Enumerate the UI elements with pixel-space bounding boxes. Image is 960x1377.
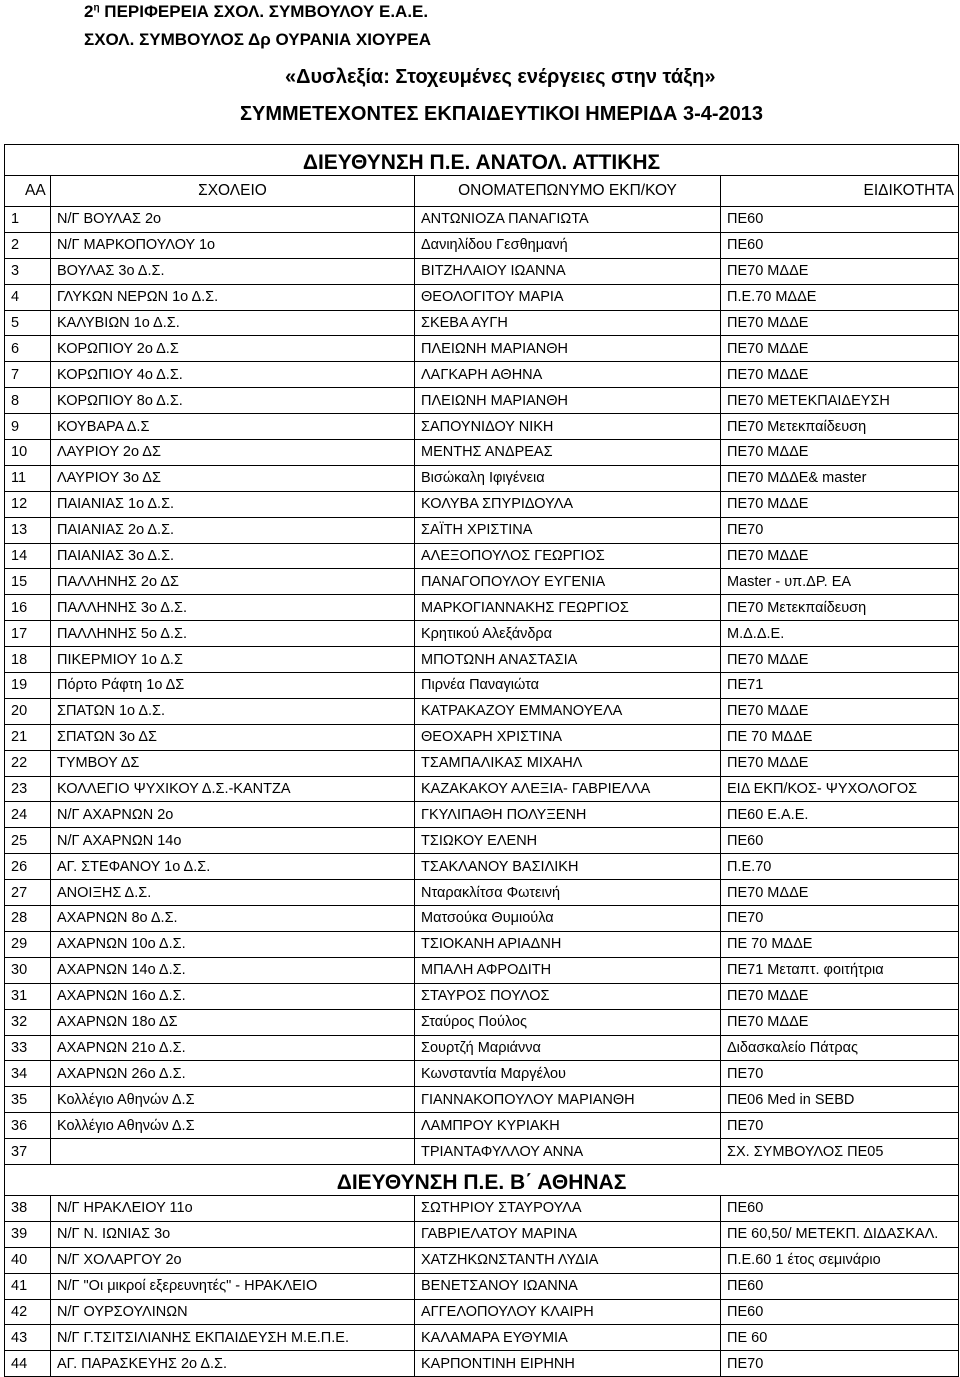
school-cell: ΠΑΛΛΗΝΗΣ 2ο ΔΣ — [51, 569, 415, 595]
specialty-cell: ΠΕ 70 ΜΔΔΕ — [721, 931, 959, 957]
table-row — [5, 1195, 959, 1221]
specialty-cell: ΠΕ60 — [721, 207, 959, 233]
row-number: 39 — [5, 1221, 51, 1247]
teacher-name-cell: Βισώκαλη Ιφιγένεια — [415, 465, 721, 491]
specialty-cell: ΠΕ70 — [721, 1351, 959, 1377]
table-row — [5, 440, 959, 466]
specialty-cell: ΠΕ 60,50/ ΜΕΤΕΚΠ. ΔΙΔΑΣΚΑΛ. — [721, 1221, 959, 1247]
specialty-cell: ΠΕ70 ΜΔΔΕ — [721, 1009, 959, 1035]
teacher-name-cell: ΚΑΛΑΜΑΡΑ ΕΥΘΥΜΙΑ — [415, 1325, 721, 1351]
table-row — [5, 517, 959, 543]
row-number: 41 — [5, 1273, 51, 1299]
school-cell: ΠΑΛΛΗΝΗΣ 5ο Δ.Σ. — [51, 621, 415, 647]
school-cell: ΑΧΑΡΝΩΝ 18ο ΔΣ — [51, 1009, 415, 1035]
specialty-cell: ΠΕ70 ΜΕΤΕΚΠΑΙΔΕΥΣΗ — [721, 388, 959, 414]
specialty-cell: Διδασκαλείο Πάτρας — [721, 1035, 959, 1061]
specialty-cell: Π.Ε.70 — [721, 854, 959, 880]
school-cell: ΑΧΑΡΝΩΝ 14ο Δ.Σ. — [51, 957, 415, 983]
teacher-name-cell: Ματσούκα Θυμιούλα — [415, 906, 721, 932]
school-cell: Ν/Γ ΧΟΛΑΡΓΟΥ 2ο — [51, 1247, 415, 1273]
specialty-cell: ΠΕ71 — [721, 673, 959, 699]
row-number: 3 — [5, 258, 51, 284]
teacher-name-cell: Σταύρος Πούλος — [415, 1009, 721, 1035]
school-cell: Ν/Γ ΑΧΑΡΝΩΝ 2ο — [51, 802, 415, 828]
school-cell: Ν/Γ "Οι μικροί εξερευνητές" - ΗΡΑΚΛΕΙΟ — [51, 1273, 415, 1299]
col-name-header: ΟΝΟΜΑΤΕΠΩΝΥΜΟ ΕΚΠ/ΚΟΥ — [415, 176, 721, 207]
school-cell: ΣΠΑΤΩΝ 3ο ΔΣ — [51, 724, 415, 750]
teacher-name-cell: ΠΑΝΑΓΟΠΟΥΛΟΥ ΕΥΓΕΝΙΑ — [415, 569, 721, 595]
school-cell: ΤΥΜΒΟΥ ΔΣ — [51, 750, 415, 776]
school-cell: ΚΟΡΩΠΙΟΥ 8ο Δ.Σ. — [51, 388, 415, 414]
region-line: $2^\eta$ ΠΕΡΙΦΕΡΕΙΑ ΣΧΟΛ. ΣΥΜΒΟΥΛΟΥ Ε.Α.Ε. — [84, 2, 429, 21]
row-number: 7 — [5, 362, 51, 388]
row-number: 4 — [5, 284, 51, 310]
school-cell: ΚΟΡΩΠΙΟΥ 2ο Δ.Σ — [51, 336, 415, 362]
school-cell: ΑΓ. ΣΤΕΦΑΝΟΥ 1ο Δ.Σ. — [51, 854, 415, 880]
table-row — [5, 776, 959, 802]
row-number: 21 — [5, 724, 51, 750]
specialty-cell: ΕΙΔ ΕΚΠ/ΚΟΣ- ΨΥΧΟΛΟΓΟΣ — [721, 776, 959, 802]
specialty-cell: ΠΕ70 ΜΔΔΕ — [721, 750, 959, 776]
school-cell: Ν/Γ ΒΟΥΛΑΣ 2ο — [51, 207, 415, 233]
teacher-name-cell: ΣΤΑΥΡΟΣ ΠΟΥΛΟΣ — [415, 983, 721, 1009]
table-row — [5, 543, 959, 569]
specialty-cell: ΠΕ70 ΜΔΔΕ — [721, 647, 959, 673]
school-cell: Πόρτο Ράφτη 1ο ΔΣ — [51, 673, 415, 699]
school-cell: ΛΑΥΡΙΟΥ 3ο ΔΣ — [51, 465, 415, 491]
teacher-name-cell: ΤΣΙΩΚΟΥ ΕΛΕΝΗ — [415, 828, 721, 854]
school-cell: ΒΟΥΛΑΣ 3ο Δ.Σ. — [51, 258, 415, 284]
school-cell: ΚΟΡΩΠΙΟΥ 4ο Δ.Σ. — [51, 362, 415, 388]
table-row — [5, 310, 959, 336]
specialty-cell: ΠΕ70 ΜΔΔΕ — [721, 258, 959, 284]
specialty-cell: ΠΕ70 ΜΔΔΕ& master — [721, 465, 959, 491]
school-cell: Ν/Γ Ν. ΙΩΝΙΑΣ 3ο — [51, 1221, 415, 1247]
section-title: ΔΙΕΥΘΥΝΣΗ Π.Ε. ΑΝΑΤΟΛ. ΑΤΤΙΚΗΣ — [5, 145, 959, 176]
teacher-name-cell: ΑΓΓΕΛΟΠΟΥΛΟΥ ΚΛΑΙΡΗ — [415, 1299, 721, 1325]
row-number: 18 — [5, 647, 51, 673]
specialty-cell: ΠΕ70 — [721, 517, 959, 543]
row-number: 31 — [5, 983, 51, 1009]
table-row — [5, 1009, 959, 1035]
table-row — [5, 1035, 959, 1061]
teacher-name-cell: Κρητικού Αλεξάνδρα — [415, 621, 721, 647]
specialty-cell: ΠΕ70 — [721, 1113, 959, 1139]
table-row — [5, 931, 959, 957]
teacher-name-cell: ΤΣΙΟΚΑΝΗ ΑΡΙΑΔΝΗ — [415, 931, 721, 957]
school-cell: Ν/Γ Γ.ΤΣΙΤΣΙΛΙΑΝΗΣ ΕΚΠΑΙΔΕΥΣΗ Μ.Ε.Π.Ε. — [51, 1325, 415, 1351]
table-row — [5, 207, 959, 233]
school-cell: ΑΧΑΡΝΩΝ 26ο Δ.Σ. — [51, 1061, 415, 1087]
column-header-row — [5, 176, 959, 207]
table-row — [5, 673, 959, 699]
teacher-name-cell: ΓΙΑΝΝΑΚΟΠΟΥΛΟΥ ΜΑΡΙΑΝΘΗ — [415, 1087, 721, 1113]
school-cell: ΑΧΑΡΝΩΝ 8ο Δ.Σ. — [51, 906, 415, 932]
table-row — [5, 621, 959, 647]
row-number: 1 — [5, 207, 51, 233]
row-number: 23 — [5, 776, 51, 802]
row-number: 35 — [5, 1087, 51, 1113]
teacher-name-cell: ΓΚΥΛΙΠΑΘΗ ΠΟΛΥΞΕΝΗ — [415, 802, 721, 828]
teacher-name-cell: ΣΚΕΒΑ ΑΥΓΗ — [415, 310, 721, 336]
table-row — [5, 647, 959, 673]
row-number: 2 — [5, 232, 51, 258]
teacher-name-cell: Δανιηλίδου Γεσθημανή — [415, 232, 721, 258]
row-number: 33 — [5, 1035, 51, 1061]
row-number: 9 — [5, 414, 51, 440]
table-row — [5, 414, 959, 440]
teacher-name-cell: ΑΝΤΩΝΙΟΖΑ ΠΑΝΑΓΙΩΤΑ — [415, 207, 721, 233]
row-number: 6 — [5, 336, 51, 362]
row-number: 38 — [5, 1195, 51, 1221]
row-number: 32 — [5, 1009, 51, 1035]
table-row — [5, 828, 959, 854]
teacher-name-cell: Νταρακλίτσα Φωτεινή — [415, 880, 721, 906]
teacher-name-cell: ΤΣΑΜΠΑΛΙΚΑΣ ΜΙΧΑΗΛ — [415, 750, 721, 776]
teacher-name-cell: ΠΛΕΙΩΝΗ ΜΑΡΙΑΝΘΗ — [415, 388, 721, 414]
event-subtitle: «Δυσλεξία: Στοχευμένες ενέργειες στην τάξη» — [285, 66, 716, 88]
col-specialty-header: ΕΙΔΙΚΟΤΗΤΑ — [721, 176, 959, 207]
table-row — [5, 336, 959, 362]
specialty-cell: ΠΕ70 ΜΔΔΕ — [721, 880, 959, 906]
teacher-name-cell: ΜΕΝΤΗΣ ΑΝΔΡΕΑΣ — [415, 440, 721, 466]
section-header-b-athens — [5, 1164, 959, 1195]
school-cell: ΠΑΙΑΝΙΑΣ 2ο Δ.Σ. — [51, 517, 415, 543]
table-row — [5, 1273, 959, 1299]
row-number: 20 — [5, 698, 51, 724]
col-no-header: ΑΑ — [5, 176, 51, 207]
specialty-cell: ΠΕ 60 — [721, 1325, 959, 1351]
teacher-name-cell: ΣΑΪΤΗ ΧΡΙΣΤΙΝΑ — [415, 517, 721, 543]
specialty-cell: ΠΕ60 — [721, 232, 959, 258]
specialty-cell: ΠΕ70 ΜΔΔΕ — [721, 310, 959, 336]
school-cell: Ν/Γ ΑΧΑΡΝΩΝ 14ο — [51, 828, 415, 854]
teacher-name-cell: ΣΑΠΟΥΝΙΔΟΥ ΝΙΚΗ — [415, 414, 721, 440]
teacher-name-cell: ΤΡΙΑΝΤΑΦΥΛΛΟΥ ΑΝΝΑ — [415, 1139, 721, 1165]
table-row — [5, 750, 959, 776]
teacher-name-cell: ΛΑΓΚΑΡΗ ΑΘΗΝΑ — [415, 362, 721, 388]
advisor-line: ΣΧΟΛ. ΣΥΜΒΟΥΛΟΣ Δρ ΟΥΡΑΝΙΑ ΧΙΟΥΡΕΑ — [84, 30, 432, 49]
school-cell — [51, 1139, 415, 1165]
specialty-cell: ΠΕ71 Μεταπτ. φοιτήτρια — [721, 957, 959, 983]
teacher-name-cell: ΠΛΕΙΩΝΗ ΜΑΡΙΑΝΘΗ — [415, 336, 721, 362]
table-row — [5, 1351, 959, 1377]
teacher-name-cell: ΜΠΟΤΩΝΗ ΑΝΑΣΤΑΣΙΑ — [415, 647, 721, 673]
row-number: 14 — [5, 543, 51, 569]
row-number: 44 — [5, 1351, 51, 1377]
teacher-name-cell: ΤΣΑΚΛΑΝΟΥ ΒΑΣΙΛΙΚΗ — [415, 854, 721, 880]
teacher-name-cell: ΜΑΡΚΟΓΙΑΝΝΑΚΗΣ ΓΕΩΡΓΙΟΣ — [415, 595, 721, 621]
table-row — [5, 1221, 959, 1247]
table-row — [5, 1087, 959, 1113]
table-row — [5, 232, 959, 258]
row-number: 12 — [5, 491, 51, 517]
teacher-name-cell: ΜΠΑΛΗ ΑΦΡΟΔΙΤΗ — [415, 957, 721, 983]
table-row — [5, 465, 959, 491]
table-row — [5, 1113, 959, 1139]
section-header-east — [5, 145, 959, 176]
row-number: 19 — [5, 673, 51, 699]
table-row — [5, 854, 959, 880]
table-row — [5, 1299, 959, 1325]
school-cell: ΠΙΚΕΡΜΙΟΥ 1ο Δ.Σ — [51, 647, 415, 673]
table-row — [5, 957, 959, 983]
table-row — [5, 1139, 959, 1165]
row-number: 5 — [5, 310, 51, 336]
row-number: 24 — [5, 802, 51, 828]
row-number: 25 — [5, 828, 51, 854]
school-cell: ΚΑΛΥΒΙΩΝ 1ο Δ.Σ. — [51, 310, 415, 336]
row-number: 40 — [5, 1247, 51, 1273]
specialty-cell: Μ.Δ.Δ.Ε. — [721, 621, 959, 647]
teacher-name-cell: ΧΑΤΖΗΚΩΝΣΤΑΝΤΗ ΛΥΔΙΑ — [415, 1247, 721, 1273]
school-cell: Κολλέγιο Αθηνών Δ.Σ — [51, 1113, 415, 1139]
table-row — [5, 906, 959, 932]
teacher-name-cell: ΚΑΡΠΟΝΤΙΝΗ ΕΙΡΗΝΗ — [415, 1351, 721, 1377]
row-number: 42 — [5, 1299, 51, 1325]
specialty-cell: ΠΕ70 ΜΔΔΕ — [721, 362, 959, 388]
specialty-cell: ΠΕ 70 ΜΔΔΕ — [721, 724, 959, 750]
specialty-cell: ΠΕ60 — [721, 1273, 959, 1299]
teacher-name-cell: ΓΑΒΡΙΕΛΑΤΟΥ ΜΑΡΙΝΑ — [415, 1221, 721, 1247]
school-cell: ΓΛΥΚΩΝ ΝΕΡΩΝ 1ο Δ.Σ. — [51, 284, 415, 310]
school-cell: Κολλέγιο Αθηνών Δ.Σ — [51, 1087, 415, 1113]
specialty-cell: ΠΕ70 ΜΔΔΕ — [721, 698, 959, 724]
teacher-name-cell: ΚΑΤΡΑΚΑΖΟΥ ΕΜΜΑΝΟΥΕΛΑ — [415, 698, 721, 724]
row-number: 13 — [5, 517, 51, 543]
school-cell: ΑΧΑΡΝΩΝ 10ο Δ.Σ. — [51, 931, 415, 957]
school-cell: ΑΧΑΡΝΩΝ 21ο Δ.Σ. — [51, 1035, 415, 1061]
row-number: 27 — [5, 880, 51, 906]
school-cell: Ν/Γ ΜΑΡΚΟΠΟΥΛΟΥ 1ο — [51, 232, 415, 258]
row-number: 43 — [5, 1325, 51, 1351]
specialty-cell: ΠΕ70 ΜΔΔΕ — [721, 543, 959, 569]
specialty-cell: Master - υπ.ΔΡ. ΕΑ — [721, 569, 959, 595]
school-cell: ΠΑΙΑΝΙΑΣ 1ο Δ.Σ. — [51, 491, 415, 517]
specialty-cell: ΠΕ70 ΜΔΔΕ — [721, 983, 959, 1009]
teacher-name-cell: ΛΑΜΠΡΟΥ ΚΥΡΙΑΚΗ — [415, 1113, 721, 1139]
row-number: 15 — [5, 569, 51, 595]
table-row — [5, 802, 959, 828]
row-number: 34 — [5, 1061, 51, 1087]
table-row — [5, 362, 959, 388]
specialty-cell: ΠΕ70 — [721, 1061, 959, 1087]
row-number: 29 — [5, 931, 51, 957]
specialty-cell: ΠΕ60 — [721, 828, 959, 854]
school-cell: ΚΟΥΒΑΡΑ Δ.Σ — [51, 414, 415, 440]
specialty-cell: ΠΕ70 ΜΔΔΕ — [721, 491, 959, 517]
table-row — [5, 388, 959, 414]
specialty-cell: ΠΕ60 — [721, 1299, 959, 1325]
row-number: 37 — [5, 1139, 51, 1165]
specialty-cell: ΠΕ70 ΜΔΔΕ — [721, 336, 959, 362]
school-cell: ΚΟΛΛΕΓΙΟ ΨΥΧΙΚΟΥ Δ.Σ.-ΚΑΝΤΖΑ — [51, 776, 415, 802]
col-school-header: ΣΧΟΛΕΙΟ — [51, 176, 415, 207]
school-cell: ΣΠΑΤΩΝ 1ο Δ.Σ. — [51, 698, 415, 724]
teacher-name-cell: ΚΟΛΥΒΑ ΣΠΥΡΙΔΟΥΛΑ — [415, 491, 721, 517]
table-row — [5, 1247, 959, 1273]
teacher-name-cell: Κωνσταντία Μαργέλου — [415, 1061, 721, 1087]
teacher-name-cell: Πιρνέα Παναγιώτα — [415, 673, 721, 699]
specialty-cell: ΠΕ60 Ε.Α.Ε. — [721, 802, 959, 828]
table-row — [5, 698, 959, 724]
school-cell: ΠΑΛΛΗΝΗΣ 3ο Δ.Σ. — [51, 595, 415, 621]
specialty-cell: ΠΕ06 Med in SEBD — [721, 1087, 959, 1113]
document-title: ΣΥΜΜΕΤΕΧΟΝΤΕΣ ΕΚΠΑΙΔΕΥΤΙΚΟΙ ΗΜΕΡΙΔΑ 3-4-2013 — [240, 103, 764, 125]
row-number: 28 — [5, 906, 51, 932]
school-cell: ΛΑΥΡΙΟΥ 2ο ΔΣ — [51, 440, 415, 466]
specialty-cell: ΠΕ70 ΜΔΔΕ — [721, 440, 959, 466]
row-number: 11 — [5, 465, 51, 491]
row-number: 16 — [5, 595, 51, 621]
school-cell: ΑΝΟΙΞΗΣ Δ.Σ. — [51, 880, 415, 906]
school-cell: ΑΧΑΡΝΩΝ 16ο Δ.Σ. — [51, 983, 415, 1009]
row-number: 30 — [5, 957, 51, 983]
table-row — [5, 1061, 959, 1087]
specialty-cell: ΠΕ70 Μετεκπαίδευση — [721, 414, 959, 440]
school-cell: ΑΓ. ΠΑΡΑΣΚΕΥΗΣ 2ο Δ.Σ. — [51, 1351, 415, 1377]
table-row — [5, 284, 959, 310]
school-cell: Ν/Γ ΗΡΑΚΛΕΙΟΥ 11ο — [51, 1195, 415, 1221]
table-row — [5, 491, 959, 517]
teacher-name-cell: ΑΛΕΞΟΠΟΥΛΟΣ ΓΕΩΡΓΙΟΣ — [415, 543, 721, 569]
teacher-name-cell: ΒΕΝΕΤΣΑΝΟΥ ΙΩΑΝΝΑ — [415, 1273, 721, 1299]
table-row — [5, 880, 959, 906]
teacher-name-cell: ΣΩΤΗΡΙΟΥ ΣΤΑΥΡΟΥΛΑ — [415, 1195, 721, 1221]
teacher-name-cell: ΘΕΟΧΑΡΗ ΧΡΙΣΤΙΝΑ — [415, 724, 721, 750]
participants-table — [4, 144, 959, 1377]
specialty-cell: Π.Ε.60 1 έτος σεμινάριο — [721, 1247, 959, 1273]
table-row — [5, 724, 959, 750]
specialty-cell: ΠΕ70 — [721, 906, 959, 932]
table-row — [5, 569, 959, 595]
row-number: 8 — [5, 388, 51, 414]
table-row — [5, 595, 959, 621]
row-number: 22 — [5, 750, 51, 776]
specialty-cell: ΠΕ60 — [721, 1195, 959, 1221]
specialty-cell: ΠΕ70 Μετεκπαίδευση — [721, 595, 959, 621]
teacher-name-cell: Σουρτζή Μαριάννα — [415, 1035, 721, 1061]
table-row — [5, 258, 959, 284]
table-row — [5, 983, 959, 1009]
specialty-cell: Π.Ε.70 ΜΔΔΕ — [721, 284, 959, 310]
school-cell: ΠΑΙΑΝΙΑΣ 3ο Δ.Σ. — [51, 543, 415, 569]
row-number: 36 — [5, 1113, 51, 1139]
specialty-cell: ΣΧ. ΣΥΜΒΟΥΛΟΣ ΠΕ05 — [721, 1139, 959, 1165]
row-number: 17 — [5, 621, 51, 647]
row-number: 26 — [5, 854, 51, 880]
teacher-name-cell: ΘΕΟΛΟΓΙΤΟΥ ΜΑΡΙΑ — [415, 284, 721, 310]
school-cell: Ν/Γ ΟΥΡΣΟΥΛΙΝΩΝ — [51, 1299, 415, 1325]
teacher-name-cell: ΒΙΤΖΗΛΑΙΟΥ ΙΩΑΝΝΑ — [415, 258, 721, 284]
section-title: ΔΙΕΥΘΥΝΣΗ Π.Ε. Β΄ ΑΘΗΝΑΣ — [5, 1164, 959, 1195]
table-row — [5, 1325, 959, 1351]
teacher-name-cell: ΚΑΖΑΚΑΚΟΥ ΑΛΕΞΙΑ- ΓΑΒΡΙΕΛΛΑ — [415, 776, 721, 802]
row-number: 10 — [5, 440, 51, 466]
